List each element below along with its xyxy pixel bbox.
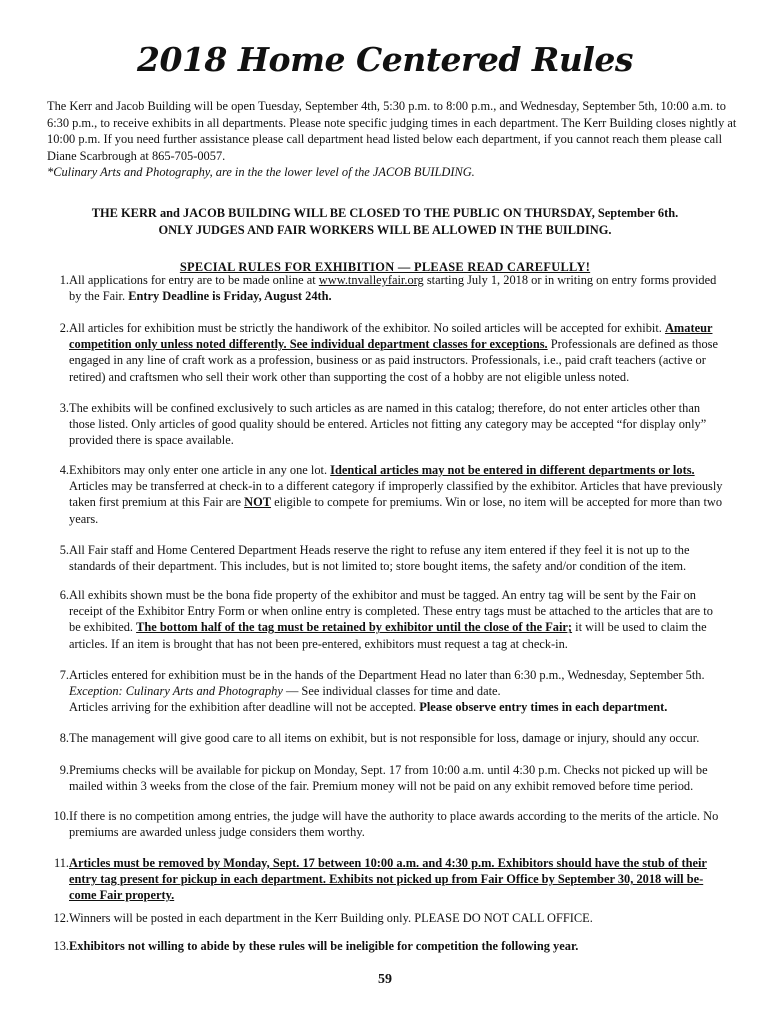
rule-text-line (69, 699, 727, 715)
fair-website-link[interactable]: www.tnvalleyfair.org (318, 273, 424, 287)
rule-text: Winners will be posted in each department in the Kerr Building only. PLEASE DO NOT CALL OFFICE. (69, 911, 593, 925)
rule-text-line: Articles entered for exhibition must be in the hands of the Department Head no later than 6:30 p.m., Wednesday, September 5th. (69, 668, 705, 682)
rule-text-line (69, 683, 727, 699)
intro-paragraph (47, 98, 737, 181)
rule-text (69, 320, 727, 385)
rule-emphasis-not: NOT (244, 495, 271, 510)
rule-9 (47, 762, 727, 794)
rule-6 (47, 587, 727, 652)
rule-5 (47, 542, 727, 574)
rule-12 (47, 910, 727, 926)
rule-text-part: All articles for exhibition must be strictly the handiwork of the exhibitor. No soiled articles will be accepted for exhibit. (69, 321, 665, 335)
special-rules-heading: SPECIAL RULES FOR EXHIBITION — PLEASE READ CAREFULLY! (179, 260, 591, 274)
rule-text (69, 938, 727, 954)
closure-notice (60, 205, 710, 238)
rule-text-part: starting July 1, 2018 or in writing on entry forms provided by the Fair. (69, 273, 717, 304)
closure-notice-line-2: ONLY JUDGES AND FAIR WORKERS WILL BE ALLOWED IN THE BUILDING. (158, 222, 612, 237)
rule-text (69, 272, 727, 304)
rule-emphasis: The bottom half of the tag must be retained by exhibitor until the close of the Fair; (136, 620, 573, 635)
rule-number: 6. (59, 588, 69, 602)
rule-text-part: Articles arriving for the exhibition after deadline will not be accepted. (69, 700, 420, 715)
rule-number: 1. (59, 273, 69, 287)
page-number: 59 (378, 972, 392, 987)
rule-8 (47, 730, 727, 746)
rule-number: 11. (53, 856, 69, 870)
rule-7 (47, 667, 727, 716)
rule-text-part: Articles may be transferred at check-in to a different category if improperly classified by the exhibitor. Articles that have previously taken first premium at this Fair are (69, 479, 723, 510)
rule-emphasis: Articles must be removed by Monday, Sept. 17 between 10:00 a.m. and 4:30 p.m. Exhibitors should have the stub of their entry tag present for pickup in each department. Exhibits not picked up from Fair Office by September 30, 2018 will be-come Fair property. (69, 856, 707, 903)
rule-number: 10. (53, 809, 69, 823)
rule-13 (47, 938, 727, 954)
rule-text (69, 587, 727, 652)
rule-text: The exhibits will be confined exclusively to such articles as are named in this catalog; therefore, do not enter articles other than those listed. Only articles of good quality should be entered. Articles not fitting any category may be accepted “for display only” provided there is space available. (69, 401, 707, 448)
rule-text: If there is no competition among entries, the judge will have the authority to place awards according to the merits of the article. No premiums are awarded unless judge considers them worthy. (69, 809, 719, 840)
rule-number: 7. (59, 668, 69, 682)
rule-1 (47, 272, 727, 304)
rule-number: 12. (53, 911, 69, 925)
rule-emphasis-bold: Please observe entry times in each department. (419, 700, 668, 715)
intro-text: The Kerr and Jacob Building will be open Tuesday, September 4th, 5:30 p.m. to 8:00 p.m., and Wednesday, September 5th, 10:00 a.m. to 6:30 p.m., to receive exhibits in all departments. Please note specific judging times in each department. The Kerr Building closes nightly at 10:00 p.m. If you need further assistance please call department head listed below each department, if you cannot reach them please call Diane Scarbrough at 865-705-0057. (47, 99, 737, 163)
rule-text-part: — See individual classes for time and date. (282, 684, 501, 699)
rule-text: All Fair staff and Home Centered Department Heads reserve the right to refuse any item entered if they feel it is not up to the standards of their department. This includes, but is not limited to; store bought items, the safety and/or condition of the item. (69, 543, 690, 574)
rule-10 (47, 808, 727, 840)
rule-11 (47, 855, 727, 904)
rule-text-part: Exhibitors may only enter one article in any one lot. (69, 463, 331, 477)
rule-number: 3. (59, 401, 69, 415)
rule-text-part: eligible to compete for premiums. Win or lose, no item will be accepted for more than two years. (69, 495, 723, 526)
rule-exception: Exception: Culinary Arts and Photography (69, 684, 283, 699)
rule-text-part: All exhibits shown must be the bona fide property of the exhibitor and must be tagged. An entry tag will be sent by the Fair on receipt of the Exhibitor Entry Form or when online entry is completed. These entry tags must be attached to the articles that are to be exhibited. (69, 588, 713, 635)
rule-number: 9. (59, 763, 69, 777)
closure-notice-line-1: THE KERR and JACOB BUILDING WILL BE CLOSED TO THE PUBLIC ON THURSDAY, September 6th. (91, 206, 679, 220)
rule-emphasis: Identical articles may not be entered in different departments or lots. (330, 463, 695, 477)
rule-number: 2. (59, 321, 69, 335)
rule-text (69, 855, 727, 904)
rule-4 (47, 462, 727, 527)
rule-text: Premiums checks will be available for pickup on Monday, Sept. 17 from 10:00 a.m. until 4:30 p.m. Checks not picked up will be mailed within 3 weeks from the close of the fair. Premium money will not be paid on any exhibit removed before time period. (69, 763, 708, 794)
page-title: 2018 Home Centered Rules (137, 40, 633, 79)
rule-text (69, 462, 727, 527)
rule-3 (47, 400, 727, 449)
intro-note: *Culinary Arts and Photography, are in the the lower level of the JACOB BUILDING. (47, 165, 475, 179)
rule-number: 5. (59, 543, 69, 557)
rule-number: 13. (53, 939, 69, 953)
rule-emphasis: Amateur competition only unless noted differently. See individual department classes for exceptions. (69, 321, 713, 352)
rule-emphasis-bold: Exhibitors not willing to abide by these rules will be ineligible for competition the following year. (69, 939, 579, 953)
rule-text (69, 667, 727, 716)
rule-number: 4. (59, 463, 69, 477)
rule-number: 8. (59, 731, 69, 745)
rule-text-part: it will be used to claim the articles. If an item is brought that has not been pre-entered, exhibitors must request a tag at check-in. (69, 620, 707, 651)
rule-text-part: Professionals are defined as those engaged in any line of craft work as a profession, business or as paid instructors. Professionals, i.e., paid craft teachers (active or retired) and craftsmen who sell their work other than supporting the cost of a hobby are not eligible unless noted. (69, 337, 718, 384)
rule-2 (47, 320, 727, 385)
rule-text: The management will give good care to all items on exhibit, but is not responsible for loss, damage or injury, should any occur. (69, 731, 700, 745)
entry-deadline: Entry Deadline is Friday, August 24th. (128, 289, 332, 304)
rule-text-part: All applications for entry are to be made online at (69, 273, 319, 287)
